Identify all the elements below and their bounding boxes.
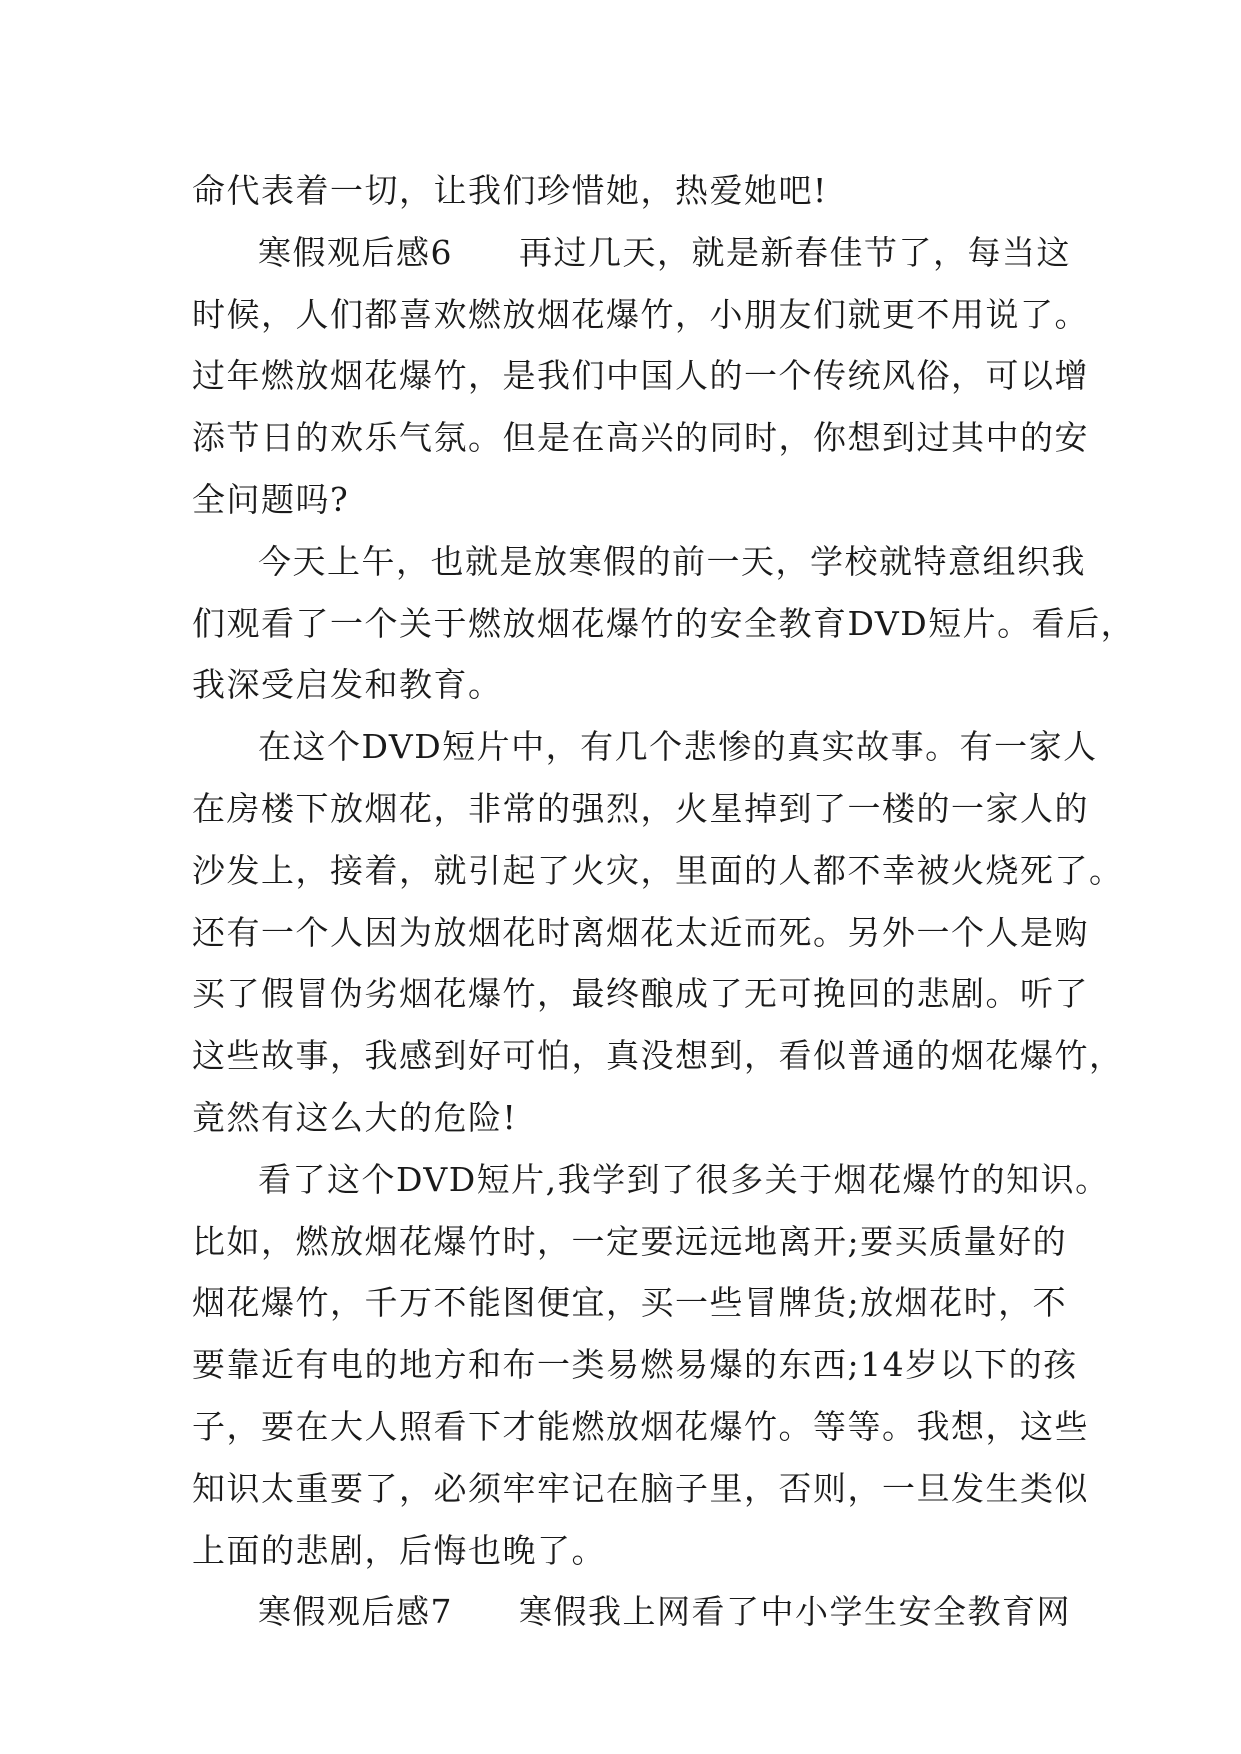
paragraph [192, 160, 1072, 222]
text-line: 竟然有这么大的危险! [192, 1097, 518, 1137]
text-line: 看了这个DVD短片,我学到了很多关于烟花爆竹的知识。 [258, 1159, 1110, 1199]
text-line: 比如，燃放烟花爆竹时，一定要远远地离开;要买质量好的 [192, 1221, 1068, 1261]
text-line: 再过几天，就是新春佳节了，每当这 [519, 232, 1071, 272]
text-line: 们观看了一个关于燃放烟花爆竹的安全教育DVD短片。看后， [192, 603, 1136, 643]
section-heading: 寒假观后感6 [258, 232, 453, 272]
text-line: 烟花爆竹，千万不能图便宜，买一些冒牌货;放烟花时，不 [192, 1283, 1068, 1323]
text-line: 子，要在大人照看下才能燃放烟花爆竹。等等。我想，这些 [192, 1406, 1089, 1446]
text-line: 全问题吗? [192, 479, 350, 519]
text-line: 过年燃放烟花爆竹，是我们中国人的一个传统风俗，可以增 [192, 356, 1089, 396]
text-line: 知识太重要了，必须牢牢记在脑子里，否则，一旦发生类似 [192, 1468, 1089, 1508]
section-heading: 寒假观后感7 [258, 1592, 453, 1632]
paragraph [192, 716, 1124, 1149]
text-line [192, 222, 1072, 284]
text-line: 在房楼下放烟花，非常的强烈，火星掉到了一楼的一家人的 [192, 788, 1089, 828]
text-line: 寒假我上网看了中小学生安全教育网 [519, 1592, 1071, 1632]
text-line: 在这个DVD短片中，有几个悲惨的真实故事。有一家人 [258, 727, 1098, 767]
document-body [192, 160, 1136, 1643]
text-line: 我深受启发和教育。 [192, 665, 503, 705]
paragraph [192, 222, 1089, 531]
text-line: 上面的悲剧，后悔也晚了。 [192, 1530, 606, 1570]
text-line: 还有一个人因为放烟花时离烟花太近而死。另外一个人是购 [192, 912, 1089, 952]
text-line [192, 1581, 1072, 1643]
text-line: 这些故事，我感到好可怕，真没想到，看似普通的烟花爆竹， [192, 1036, 1124, 1076]
paragraph [192, 1581, 1072, 1643]
text-line: 沙发上，接着，就引起了火灾，里面的人都不幸被火烧死了。 [192, 850, 1124, 890]
paragraph [192, 1149, 1110, 1582]
text-line: 买了假冒伪劣烟花爆竹，最终酿成了无可挽回的悲剧。听了 [192, 974, 1089, 1014]
text-line: 时候，人们都喜欢燃放烟花爆竹，小朋友们就更不用说了。 [192, 294, 1089, 334]
text-line: 命代表着一切，让我们珍惜她，热爱她吧! [192, 171, 828, 210]
text-line: 要靠近有电的地方和布一类易燃易爆的东西;14岁以下的孩 [192, 1345, 1078, 1385]
paragraph [192, 531, 1136, 716]
text-line: 添节日的欢乐气氛。但是在高兴的同时，你想到过其中的安 [192, 418, 1089, 458]
text-line: 今天上午，也就是放寒假的前一天，学校就特意组织我 [258, 541, 1086, 581]
